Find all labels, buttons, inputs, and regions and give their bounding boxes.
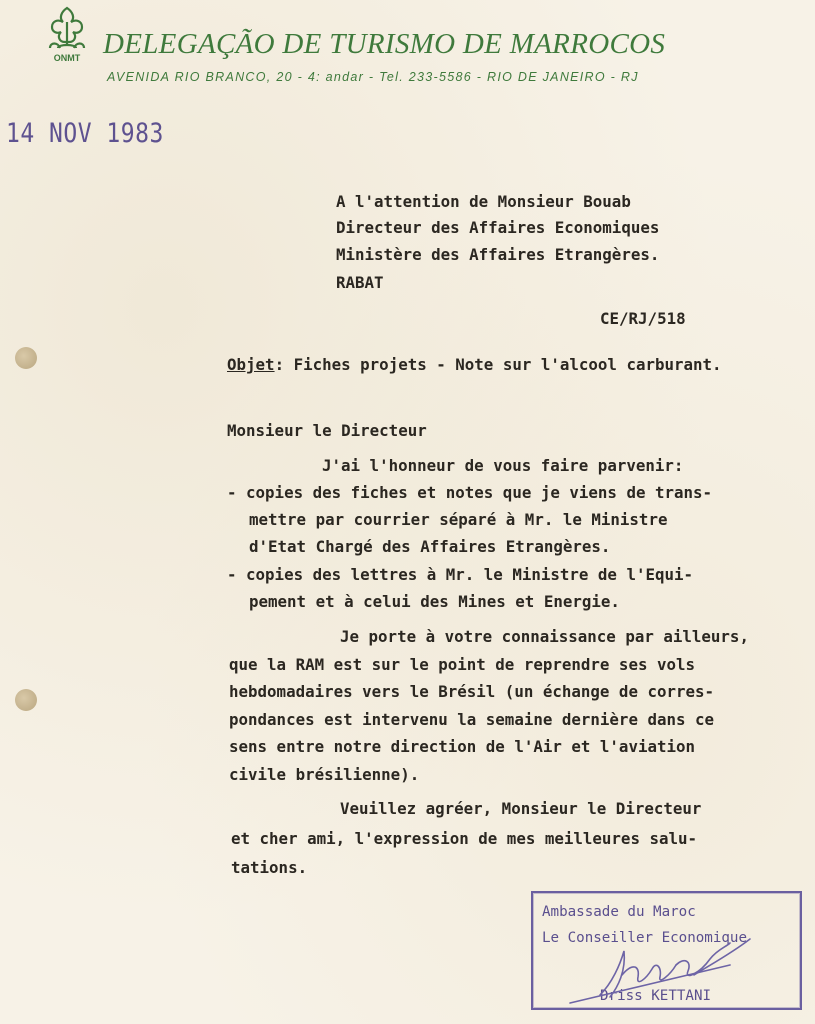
onmt-logo-icon bbox=[40, 4, 94, 64]
bullet-2-line-1: - copies des lettres à Mr. le Ministre de l'Equi- bbox=[227, 565, 694, 584]
reference-number: CE/RJ/518 bbox=[600, 309, 686, 328]
letterhead-address: AVENIDA RIO BRANCO, 20 - 4: andar - Tel. 233-5586 - RIO DE JANEIRO - RJ bbox=[107, 70, 639, 84]
paragraph-2-line-5: sens entre notre direction de l'Air et l'aviation bbox=[229, 737, 696, 756]
salutation: Monsieur le Directeur bbox=[227, 421, 427, 440]
date-stamp: 14 NOV 1983 bbox=[6, 119, 164, 149]
paragraph-2-line-1: Je porte à votre connaissance par ailleurs, bbox=[340, 627, 749, 646]
bullet-1-line-2: mettre par courrier séparé à Mr. le Ministre bbox=[249, 510, 668, 529]
paragraph-2-line-4: pondances est intervenu la semaine dernière dans ce bbox=[229, 710, 715, 729]
paragraph-2-line-6: civile brésilienne). bbox=[229, 765, 420, 784]
recipient-line-4: RABAT bbox=[336, 273, 384, 292]
stamp-line-2: Le Conseiller Economique bbox=[542, 930, 747, 946]
letterhead-title: DELEGAÇÃO DE TURISMO DE MARROCOS bbox=[103, 28, 666, 60]
subject-label: Objet bbox=[227, 355, 275, 374]
closing-line-3: tations. bbox=[231, 858, 308, 877]
bullet-1-line-3: d'Etat Chargé des Affaires Etrangères. bbox=[249, 537, 611, 556]
recipient-line-3: Ministère des Affaires Etrangères. bbox=[336, 245, 660, 264]
body-intro: J'ai l'honneur de vous faire parvenir: bbox=[322, 456, 684, 475]
recipient-line-2: Directeur des Affaires Economiques bbox=[336, 218, 660, 237]
stamp-line-1: Ambassade du Maroc bbox=[542, 904, 696, 920]
stamp-line-3: Driss KETTANI bbox=[600, 988, 712, 1004]
bullet-2-line-2: pement et à celui des Mines et Energie. bbox=[249, 592, 620, 611]
subject-line bbox=[227, 355, 722, 374]
handwritten-signature-icon bbox=[560, 935, 780, 1005]
bullet-1-line-1: - copies des fiches et notes que je viens de trans- bbox=[227, 483, 713, 502]
punch-hole-upper bbox=[15, 347, 37, 369]
subject-text: : Fiches projets - Note sur l'alcool carburant. bbox=[274, 355, 722, 374]
recipient-line-1: A l'attention de Monsieur Bouab bbox=[336, 192, 631, 211]
paragraph-2-line-2: que la RAM est sur le point de reprendre ses vols bbox=[229, 655, 696, 674]
punch-hole-lower bbox=[15, 689, 37, 711]
closing-line-2: et cher ami, l'expression de mes meilleures salu- bbox=[231, 829, 698, 848]
svg-text:ONMT: ONMT bbox=[53, 53, 81, 63]
paragraph-2-line-3: hebdomadaires vers le Brésil (un échange de corres- bbox=[229, 682, 715, 701]
closing-line-1: Veuillez agréer, Monsieur le Directeur bbox=[340, 799, 702, 818]
